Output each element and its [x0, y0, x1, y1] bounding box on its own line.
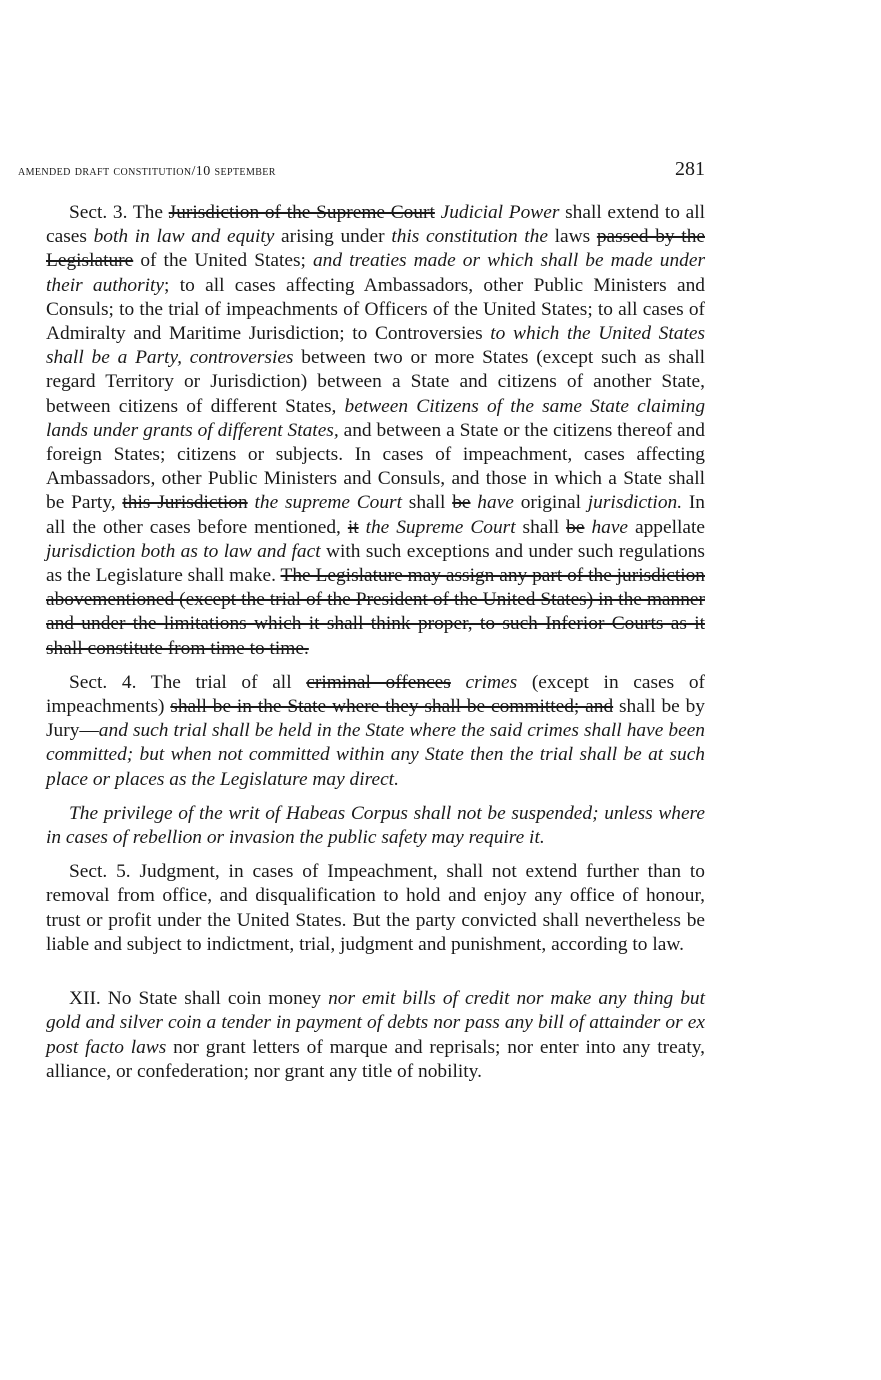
text-run: between two or more States (except such as shall regard Territory or Jurisdiction) between a State and citizens of another State, between citizens of different States, — [46, 347, 705, 417]
text-run — [451, 672, 466, 693]
text-run: XII. No State shall coin money — [69, 988, 329, 1010]
struck-text: passed by the Legislature — [46, 226, 705, 272]
text-run — [359, 517, 366, 538]
inserted-text: have — [477, 492, 514, 514]
text-run: (except in cases of impeachments) — [46, 671, 706, 718]
section-3-paragraph — [46, 201, 705, 661]
struck-text: be — [566, 516, 585, 538]
struck-text: criminal offences — [306, 671, 451, 693]
text-run: appellate — [628, 516, 705, 538]
inserted-text: between Citizens of the same State claiming lands under grants of different States, — [46, 395, 706, 441]
text-run: shall be by Jury— — [46, 696, 705, 742]
habeas-corpus-paragraph — [46, 802, 705, 850]
inserted-text: the Supreme Court — [365, 516, 516, 538]
inserted-text: and treaties made or which shall be made under their authority — [46, 250, 706, 296]
page-header — [18, 158, 705, 188]
text-run: Sect. 3. The — [69, 202, 169, 223]
struck-text: this Jurisdiction — [122, 492, 248, 514]
inserted-text: nor emit bills of credit nor make any thing but gold and silver coin a tender in payment of debts nor pass any bill of attainder or ex post facto laws — [46, 988, 705, 1058]
text-run: with such exceptions and under such regulations as the Legislature shall make. — [46, 540, 705, 587]
struck-text: shall be in the State where they shall be committed; and — [170, 696, 614, 718]
text-run: ; to all cases affecting Ambassadors, other Public Ministers and Consuls; to the trial of impeachments of Officers of the United States; to all cases of Admiralty and Maritime Jurisdiction; to Controversies — [46, 274, 705, 345]
inserted-text: Judicial Power — [440, 202, 560, 223]
document-body — [46, 201, 705, 1084]
text-run: of the United States; — [133, 250, 313, 272]
text-run: shall extend to all cases — [46, 202, 705, 248]
text-run: nor grant letters of marque and reprisals; nor enter into any treaty, alliance, or confederation; nor grant any title of nobility. — [46, 1036, 705, 1082]
inserted-text: crimes — [465, 671, 518, 693]
inserted-text: to which the United States shall be a Party, controversies — [46, 323, 705, 369]
inserted-text: both in law and equity — [93, 226, 275, 248]
inserted-text: jurisdiction. — [587, 492, 683, 514]
text-run: shall — [401, 492, 453, 514]
inserted-text: and such trial shall be held in the State where the said crimes shall have been committed; but when not committed within any State then the trial shall be at such place or places as the Legislature may direct. — [46, 720, 705, 790]
struck-text: Jurisdiction of the Supreme Court — [168, 202, 435, 223]
text-run: Sect. 5. Judgment, in cases of Impeachment, shall not extend further than to removal from office, and disqualification to hold and enjoy any office of honour, trust or profit under the United States. But the party convicted shall nevertheless be liable and subject to indictment, trial, judgment and punishment, according to law. — [46, 861, 705, 955]
text-run: shall — [515, 516, 567, 538]
running-head: amended draft constitution/10 september — [18, 164, 276, 179]
struck-text: be — [452, 492, 471, 514]
struck-text: The Legislature may assign any part of the jurisdiction abovementioned (except the trial of the President of the United States) in the manner and under the limitations which it shall think proper, to such Inferior Courts as it shall constitute from time to time. — [46, 565, 705, 659]
section-5-paragraph — [46, 860, 705, 957]
section-4-paragraph — [46, 671, 705, 792]
inserted-text: the supreme Court — [254, 492, 402, 514]
text-run: Sect. 4. The trial of all — [69, 671, 307, 693]
struck-text: it — [347, 516, 359, 538]
text-run: laws — [547, 226, 597, 248]
article-12-paragraph — [46, 987, 705, 1084]
inserted-text: have — [591, 516, 629, 538]
inserted-text: jurisdiction both as to law and fact — [46, 540, 321, 562]
page-number: 281 — [675, 158, 705, 180]
inserted-text: The privilege of the writ of Habeas Corpus shall not be suspended; unless where in cases of rebellion or invasion the public safety may require it. — [46, 802, 705, 849]
text-run: and between a State or the citizens thereof and foreign States; citizens or subjects. In cases of impeachment, cases affecting Ambassadors, other Public Ministers and Consuls, and those in which a State shall be Party, — [46, 419, 705, 514]
text-run: arising under — [274, 226, 392, 248]
text-run: original — [513, 492, 588, 514]
text-run: In all the other cases before mentioned, — [46, 492, 705, 538]
inserted-text: this constitution the — [391, 226, 548, 248]
